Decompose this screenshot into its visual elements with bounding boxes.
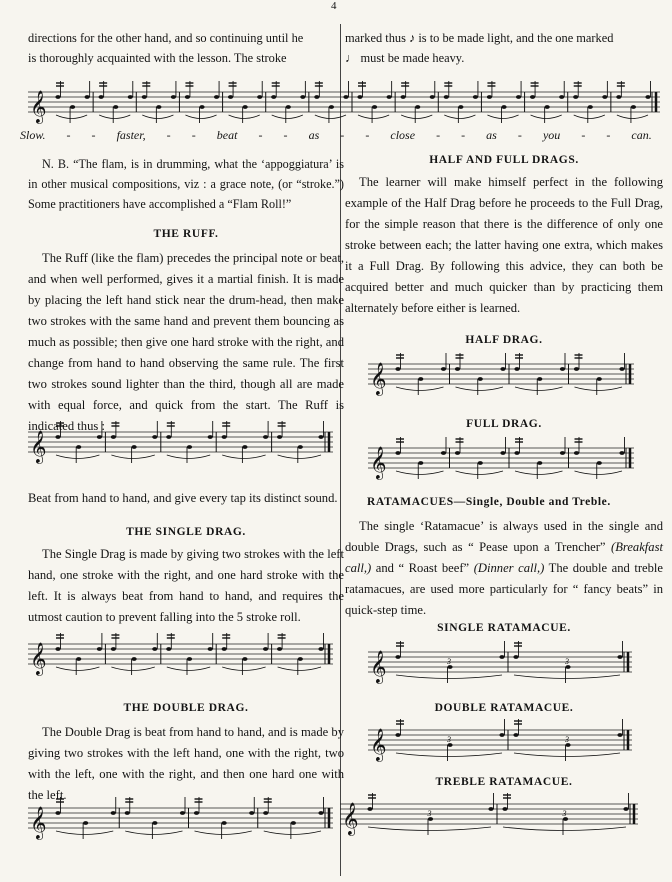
note-head	[257, 95, 262, 99]
note-head	[487, 95, 492, 99]
slur	[396, 675, 502, 679]
single-drag-staff	[28, 632, 333, 700]
note-head	[187, 657, 192, 661]
note-head	[298, 657, 303, 661]
slur	[111, 455, 154, 459]
note-head	[300, 95, 305, 99]
note-head	[214, 95, 219, 99]
note-head	[623, 807, 628, 811]
treble-clef-icon: 𝄞	[30, 430, 47, 463]
note-head	[502, 807, 507, 811]
right-intro-text-2: is to be made light, and the one marked	[418, 31, 614, 45]
note-head	[513, 655, 518, 659]
slur	[617, 115, 648, 119]
staff-svg	[368, 640, 632, 704]
note-head	[343, 95, 348, 99]
note-head	[97, 647, 102, 651]
slur	[278, 455, 321, 459]
note-head	[152, 647, 157, 651]
light-note-icon: ♪	[409, 31, 416, 45]
note-head	[228, 95, 233, 99]
staff-svg	[28, 420, 333, 484]
note-head	[602, 95, 607, 99]
note-head	[574, 451, 579, 455]
heavy-note-icon: ♩	[345, 51, 358, 65]
breakfast-call: (Breakfast call,)	[345, 540, 664, 575]
slur	[401, 115, 432, 119]
note-head	[588, 105, 593, 109]
slur	[358, 115, 389, 119]
note-head	[395, 367, 400, 371]
note-head	[263, 647, 268, 651]
note-head	[128, 95, 133, 99]
half-drag-staff	[368, 352, 634, 412]
slur	[56, 667, 99, 671]
note-head	[617, 655, 622, 659]
right-intro-text-3: must be made heavy.	[360, 51, 465, 65]
tempo-word: Slow.	[20, 128, 46, 142]
note-head	[395, 655, 400, 659]
note-head	[208, 647, 213, 651]
note-head	[318, 435, 323, 439]
note-head	[85, 95, 90, 99]
note-head	[619, 367, 624, 371]
note-head	[329, 105, 334, 109]
slur	[368, 827, 491, 831]
right-intro	[345, 28, 663, 68]
note-head	[111, 811, 116, 815]
note-head	[430, 95, 435, 99]
tempo-word: -	[517, 128, 522, 142]
tempo-word: -	[258, 128, 263, 142]
note-head	[156, 105, 161, 109]
note-head	[83, 821, 88, 825]
note-head	[55, 811, 60, 815]
treble-clef-icon: 𝄞	[30, 806, 47, 839]
tempo-word: -	[91, 128, 96, 142]
note-head	[597, 377, 602, 381]
note-head	[441, 451, 446, 455]
note-head	[473, 95, 478, 99]
treble-clef-icon: 𝄞	[370, 728, 387, 761]
note-head	[291, 821, 296, 825]
dinner-call: (Dinner call,)	[473, 561, 545, 575]
note-head	[76, 657, 81, 661]
single-ratamacue-label: SINGLE RATAMACUE.	[437, 622, 571, 634]
note-head	[560, 451, 565, 455]
slur	[444, 115, 475, 119]
note-head	[242, 657, 247, 661]
note-head	[616, 95, 621, 99]
note-head	[187, 445, 192, 449]
note-head	[298, 445, 303, 449]
note-head	[142, 95, 147, 99]
tempo-word: -	[606, 128, 611, 142]
tempo-word: -	[166, 128, 171, 142]
note-head	[185, 95, 190, 99]
note-head	[478, 377, 483, 381]
note-head	[222, 821, 227, 825]
double-drag-heading: THE DOUBLE DRAG.	[123, 702, 249, 714]
note-head	[152, 821, 157, 825]
note-head	[194, 811, 199, 815]
slur	[229, 115, 260, 119]
note-head	[455, 451, 460, 455]
note-head	[166, 647, 171, 651]
staff-svg	[368, 718, 632, 782]
note-head	[458, 105, 463, 109]
note-head	[166, 435, 171, 439]
slur	[487, 115, 518, 119]
note-head	[597, 461, 602, 465]
treble-clef-icon: 𝄞	[370, 362, 387, 395]
note-head	[55, 435, 60, 439]
tempo-word: you	[542, 128, 561, 142]
tempo-word: can.	[631, 128, 652, 142]
note-head	[171, 95, 176, 99]
slur	[167, 667, 210, 671]
note-head	[574, 367, 579, 371]
note-head	[357, 95, 362, 99]
note-head	[530, 95, 535, 99]
half-full-paragraph: The learner will make himself perfect in the following example of the Half Drag before he proceeds to the Full Drag, for the simple reason that there is the difference of only one stroke between each; the latter having one extra, which makes it a Full Drag. By following this advice, they can both be acquired better and much quicker than by practicing them alternately before either is learned.	[345, 175, 663, 315]
note-head	[199, 105, 204, 109]
flam-exercise-staff	[28, 80, 660, 142]
note-head	[645, 95, 650, 99]
note-head	[222, 647, 227, 651]
note-head	[243, 105, 248, 109]
note-head	[444, 95, 449, 99]
note-head	[367, 807, 372, 811]
single-ratamacue-staff	[368, 640, 632, 704]
ruff-after-paragraph: Beat from hand to hand, and give every tap its distinct sound.	[28, 491, 338, 505]
triplet-mark: 3	[565, 735, 569, 744]
tempo-word: -	[66, 128, 71, 142]
double-ratamacue-label: DOUBLE RATAMACUE.	[434, 702, 574, 714]
slur	[396, 753, 502, 757]
note-head	[617, 733, 622, 737]
slur	[514, 753, 620, 757]
slur	[167, 455, 210, 459]
note-head	[631, 105, 636, 109]
triplet-mark: 3	[427, 809, 432, 818]
note-head	[263, 811, 268, 815]
tempo-word: faster,	[116, 128, 146, 142]
slur	[515, 471, 563, 475]
note-head	[318, 811, 323, 815]
note-head	[277, 647, 282, 651]
double-ratamacue-staff	[368, 718, 632, 782]
ratamacues-text-2: The double and treble ratamacues, are used more particularly for “ fancy beats” in quick-step time.	[345, 561, 664, 617]
slur	[142, 115, 173, 119]
note-head	[125, 811, 130, 815]
note-head	[395, 733, 400, 737]
note-head	[263, 435, 268, 439]
right-intro-text-1: marked thus	[345, 31, 406, 45]
note-head	[619, 451, 624, 455]
note-head	[455, 367, 460, 371]
slur	[456, 387, 504, 391]
note-head	[111, 647, 116, 651]
single-drag-paragraph: The Single Drag is made by giving two strokes with the left hand, one stroke with the right, and one hard stroke with the left. It is always beat from hand to hand, and requires the utmost caution to prevent falling into the 5 stroke roll.	[28, 547, 344, 624]
slur	[99, 115, 130, 119]
double-drag-paragraph: The Double Drag is beat from hand to hand, and is made by giving two strokes with the left hand, one with the right, two with the left, one with the right, and then one hard one with the left.	[28, 725, 344, 802]
ratamacues-text-1: The single ‘Ratamacue’ is always used in the single and double Drags, such as “ Pease upon a Trencher”	[345, 519, 663, 554]
slur	[56, 115, 87, 119]
treble-clef-icon: 𝄞	[370, 446, 387, 479]
full-drag-staff	[368, 436, 634, 496]
tempo-word: -	[191, 128, 196, 142]
note-head	[499, 733, 504, 737]
note-head	[500, 367, 505, 371]
triplet-mark: 3	[562, 809, 567, 818]
note-head	[387, 95, 392, 99]
left-intro-line-2: is thoroughly acquainted with the lesson. The stroke	[28, 51, 287, 65]
tempo-word: as	[486, 128, 497, 142]
note-head	[222, 435, 227, 439]
note-head	[249, 811, 254, 815]
slur	[56, 455, 99, 459]
tempo-word: -	[283, 128, 288, 142]
left-intro-line-1: directions for the other hand, and so continuing until he	[28, 31, 304, 45]
note-head	[277, 435, 282, 439]
note-head	[537, 461, 542, 465]
note-head	[314, 95, 319, 99]
tempo-word: -	[581, 128, 586, 142]
note-head	[318, 647, 323, 651]
tempo-word: close	[390, 128, 416, 142]
staff-svg	[28, 796, 333, 864]
slur	[396, 471, 444, 475]
note-head	[208, 435, 213, 439]
note-head	[55, 647, 60, 651]
note-head	[76, 445, 81, 449]
slur	[222, 455, 265, 459]
note-head	[242, 445, 247, 449]
slur	[185, 115, 216, 119]
single-drag-heading: THE SINGLE DRAG.	[126, 526, 246, 538]
staff-svg	[368, 436, 634, 496]
ratamacues-heading: RATAMACUES—Single, Double and Treble.	[367, 496, 611, 508]
note-head	[537, 377, 542, 381]
ruff-staff	[28, 420, 333, 484]
note-head	[113, 105, 118, 109]
treble-clef-icon: 𝄞	[30, 90, 47, 123]
slur	[111, 667, 154, 671]
treble-ratamacue-staff	[340, 792, 638, 862]
and-roast: and “ Roast beef”	[371, 561, 474, 575]
half-drag-label: HALF DRAG.	[465, 334, 543, 346]
tempo-word: beat	[216, 128, 238, 142]
slur	[456, 471, 504, 475]
full-drag-label: FULL DRAG.	[466, 418, 542, 430]
slur	[515, 387, 563, 391]
ruff-heading: THE RUFF.	[153, 228, 219, 240]
note-head	[395, 451, 400, 455]
note-head	[499, 655, 504, 659]
slur	[575, 471, 623, 475]
note-head	[271, 95, 276, 99]
treble-clef-icon: 𝄞	[370, 650, 387, 683]
nb-paragraph: N. B. “The flam, is in drumming, what the ‘appoggiatura’ is in other musical compositions, viz : a grace note, (or “stroke.”) Some practitioners have accomplished a “Flam Roll!”	[28, 157, 344, 211]
note-head	[418, 377, 423, 381]
tempo-word: -	[365, 128, 370, 142]
triplet-mark: 3	[447, 657, 451, 666]
note-head	[516, 95, 521, 99]
triplet-mark: 3	[565, 657, 569, 666]
slur	[503, 827, 626, 831]
slur	[222, 667, 265, 671]
left-intro	[28, 28, 344, 68]
note-head	[441, 367, 446, 371]
tempo-word: -	[436, 128, 441, 142]
staff-svg	[368, 352, 634, 412]
note-head	[70, 105, 75, 109]
slur	[575, 387, 623, 391]
slur	[278, 667, 321, 671]
note-head	[514, 451, 519, 455]
staff-svg	[28, 80, 660, 142]
slur	[56, 831, 113, 835]
ratamacues-paragraph	[345, 516, 663, 621]
note-head	[560, 367, 565, 371]
note-head	[478, 461, 483, 465]
note-head	[545, 105, 550, 109]
triplet-mark: 3	[447, 735, 451, 744]
note-head	[55, 95, 60, 99]
slur	[514, 675, 620, 679]
note-head	[111, 435, 116, 439]
note-head	[132, 445, 137, 449]
slur	[264, 831, 321, 835]
note-head	[415, 105, 420, 109]
note-head	[514, 367, 519, 371]
tempo-word: as	[308, 128, 320, 142]
page-top-mark: 4	[331, 0, 337, 12]
note-head	[559, 95, 564, 99]
note-head	[152, 435, 157, 439]
note-head	[97, 435, 102, 439]
slur	[574, 115, 605, 119]
note-head	[132, 657, 137, 661]
ruff-paragraph: The Ruff (like the flam) precedes the principal note or beat, and when well performed, gives it a martial finish. It is made by placing the left hand stick near the drum-head, then make two strokes with the same hand and prevent them bouncing as much as possible; then give one hard stroke with the right, and change from hand to hand observing the same rule. The first two strokes sound lighter than the third, though all are made with equal force, and quick from the start. The Ruff is indicated thus :	[28, 251, 344, 433]
slur	[315, 115, 346, 119]
staff-svg	[340, 792, 638, 862]
note-head	[286, 105, 291, 109]
double-drag-staff	[28, 796, 333, 864]
tempo-word: -	[340, 128, 345, 142]
treble-clef-icon: 𝄞	[30, 642, 47, 675]
note-head	[401, 95, 406, 99]
half-full-heading: HALF AND FULL DRAGS.	[429, 154, 579, 166]
slur	[272, 115, 303, 119]
note-head	[488, 807, 493, 811]
note-head	[180, 811, 185, 815]
slur	[531, 115, 562, 119]
slur	[396, 387, 444, 391]
treble-clef-icon: 𝄞	[342, 802, 359, 835]
staff-svg	[28, 632, 333, 700]
note-head	[500, 451, 505, 455]
slur	[195, 831, 252, 835]
note-head	[372, 105, 377, 109]
note-head	[501, 105, 506, 109]
note-head	[513, 733, 518, 737]
treble-ratamacue-label: TREBLE RATAMACUE.	[435, 776, 573, 788]
tempo-word: -	[461, 128, 466, 142]
note-head	[573, 95, 578, 99]
note-head	[99, 95, 104, 99]
slur	[125, 831, 182, 835]
note-head	[418, 461, 423, 465]
